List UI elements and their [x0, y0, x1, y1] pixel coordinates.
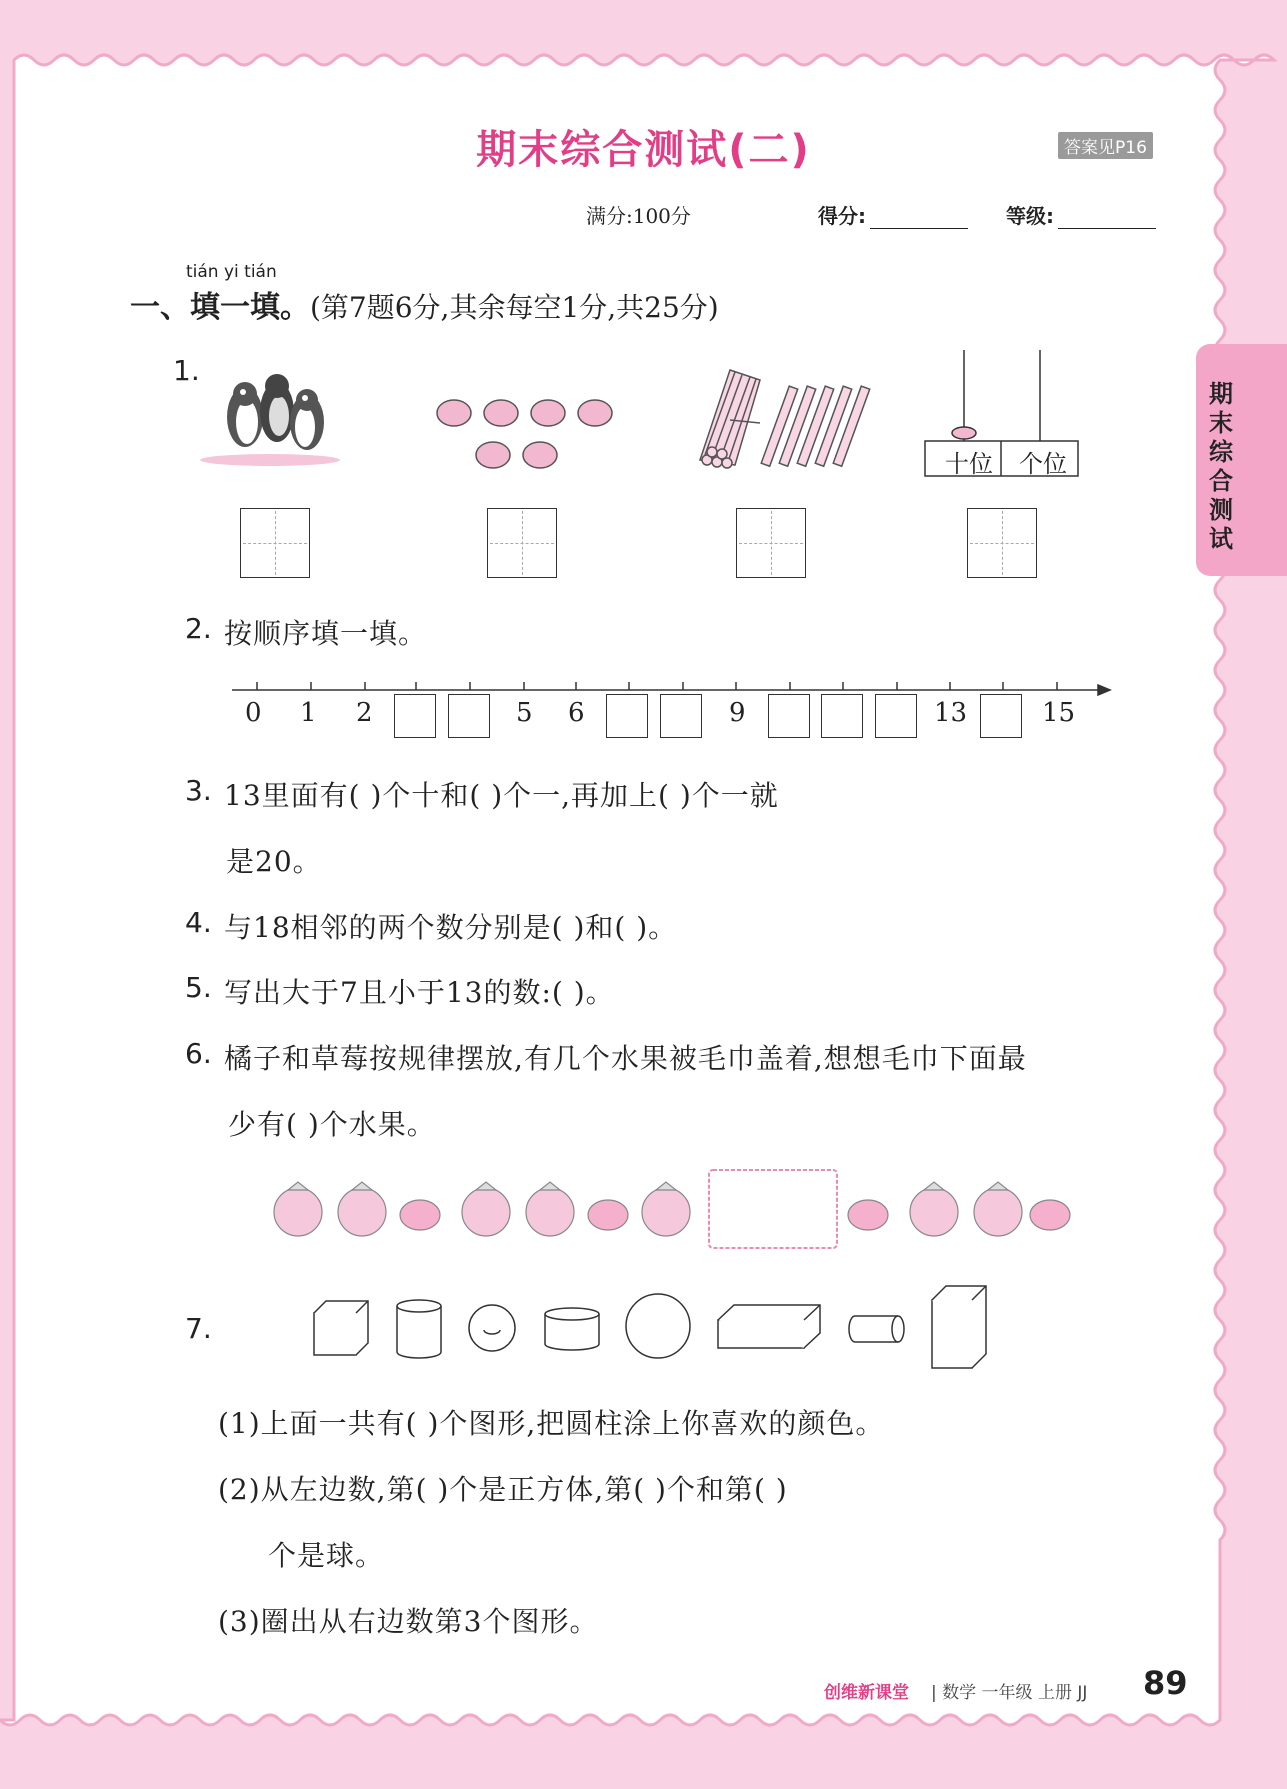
answer-reference-badge: 答案见P16: [1058, 132, 1153, 159]
section-number: 一、: [130, 290, 190, 325]
cuboid-long: [718, 1305, 820, 1348]
cuboid-tall: [932, 1286, 986, 1368]
towel-cover: [709, 1170, 837, 1248]
grade-blank[interactable]: [1058, 208, 1156, 229]
section-note: (第7题6分,其余每空1分,共25分): [310, 291, 719, 324]
q1-answer-box-4[interactable]: [967, 508, 1037, 578]
nl-answer-box[interactable]: [448, 694, 490, 738]
q1-answer-box-3[interactable]: [736, 508, 806, 578]
nl-label: 13: [934, 698, 968, 728]
q7-sub-1: (1)上面一共有( )个图形,把圆柱涂上你喜欢的颜色。: [218, 1407, 885, 1440]
q5-text: 写出大于7且小于13的数:( )。: [224, 976, 615, 1009]
nl-answer-box[interactable]: [768, 694, 810, 738]
sphere-large: [626, 1294, 690, 1358]
nl-label: 6: [568, 698, 585, 728]
score-label: 得分:: [818, 204, 866, 228]
cylinder-shape-2: [545, 1308, 599, 1350]
q7-sub-3: (3)圈出从右边数第3个图形。: [218, 1605, 599, 1638]
q4-number: 4.: [185, 906, 212, 939]
q6-number: 6.: [185, 1037, 212, 1070]
q2-number: 2.: [185, 612, 212, 645]
nl-label: 9: [729, 698, 746, 728]
q1-answer-box-1[interactable]: [240, 508, 310, 578]
grade-field[interactable]: [1006, 200, 1156, 229]
nl-label: 5: [516, 698, 533, 728]
footer-subject: | 数学 一年级 上册 JJ: [931, 1683, 1088, 1703]
nl-answer-box[interactable]: [980, 694, 1022, 738]
side-tab-label: 期末综合测试: [1209, 380, 1233, 553]
nl-answer-box[interactable]: [660, 694, 702, 738]
nl-label: 2: [356, 698, 373, 728]
page-number: 89: [1143, 1664, 1188, 1702]
section-heading: [130, 282, 719, 326]
section-title: 填一填。: [190, 290, 310, 325]
q6-line-2: 少有( )个水果。: [228, 1108, 436, 1141]
full-score-text: 满分:100分: [586, 204, 691, 228]
q1-number: 1.: [173, 354, 200, 387]
nl-answer-box[interactable]: [875, 694, 917, 738]
q7-number: 7.: [185, 1312, 212, 1345]
nl-answer-box[interactable]: [394, 694, 436, 738]
q7-sub-2-line-2: 个是球。: [268, 1539, 385, 1572]
cylinder-shape-1: [397, 1300, 441, 1358]
abacus-tens-label: 十位: [945, 450, 993, 478]
q2-text: 按顺序填一填。: [224, 617, 428, 650]
cube-shape: [314, 1301, 368, 1355]
nl-label: 0: [245, 698, 262, 728]
page-title: 期末综合测试(二): [476, 127, 811, 173]
section-pinyin: tián yi tián: [186, 262, 277, 282]
grade-label: 等级:: [1006, 204, 1054, 228]
q3-line-2: 是20。: [226, 845, 322, 878]
nl-answer-box[interactable]: [821, 694, 863, 738]
nl-label: 1: [300, 698, 317, 728]
q6-line-1: 橘子和草莓按规律摆放,有几个水果被毛巾盖着,想想毛巾下面最: [224, 1042, 1027, 1075]
sphere-small: [469, 1305, 515, 1351]
footer-brand: 创维新课堂: [824, 1683, 909, 1703]
q3-number: 3.: [185, 774, 212, 807]
abacus-ones-label: 个位: [1019, 450, 1067, 478]
nl-label: 15: [1042, 698, 1076, 728]
side-tab: [1196, 344, 1287, 576]
q3-line-1: 13里面有( )个十和( )个一,再加上( )个一就: [224, 779, 779, 812]
q1-answer-box-2[interactable]: [487, 508, 557, 578]
q4-text: 与18相邻的两个数分别是( )和( )。: [224, 911, 678, 944]
q7-sub-2-line-1: (2)从左边数,第( )个是正方体,第( )个和第( ): [218, 1473, 788, 1506]
nl-answer-box[interactable]: [606, 694, 648, 738]
score-field[interactable]: [818, 200, 968, 229]
score-blank[interactable]: [870, 208, 968, 229]
q5-number: 5.: [185, 971, 212, 1004]
